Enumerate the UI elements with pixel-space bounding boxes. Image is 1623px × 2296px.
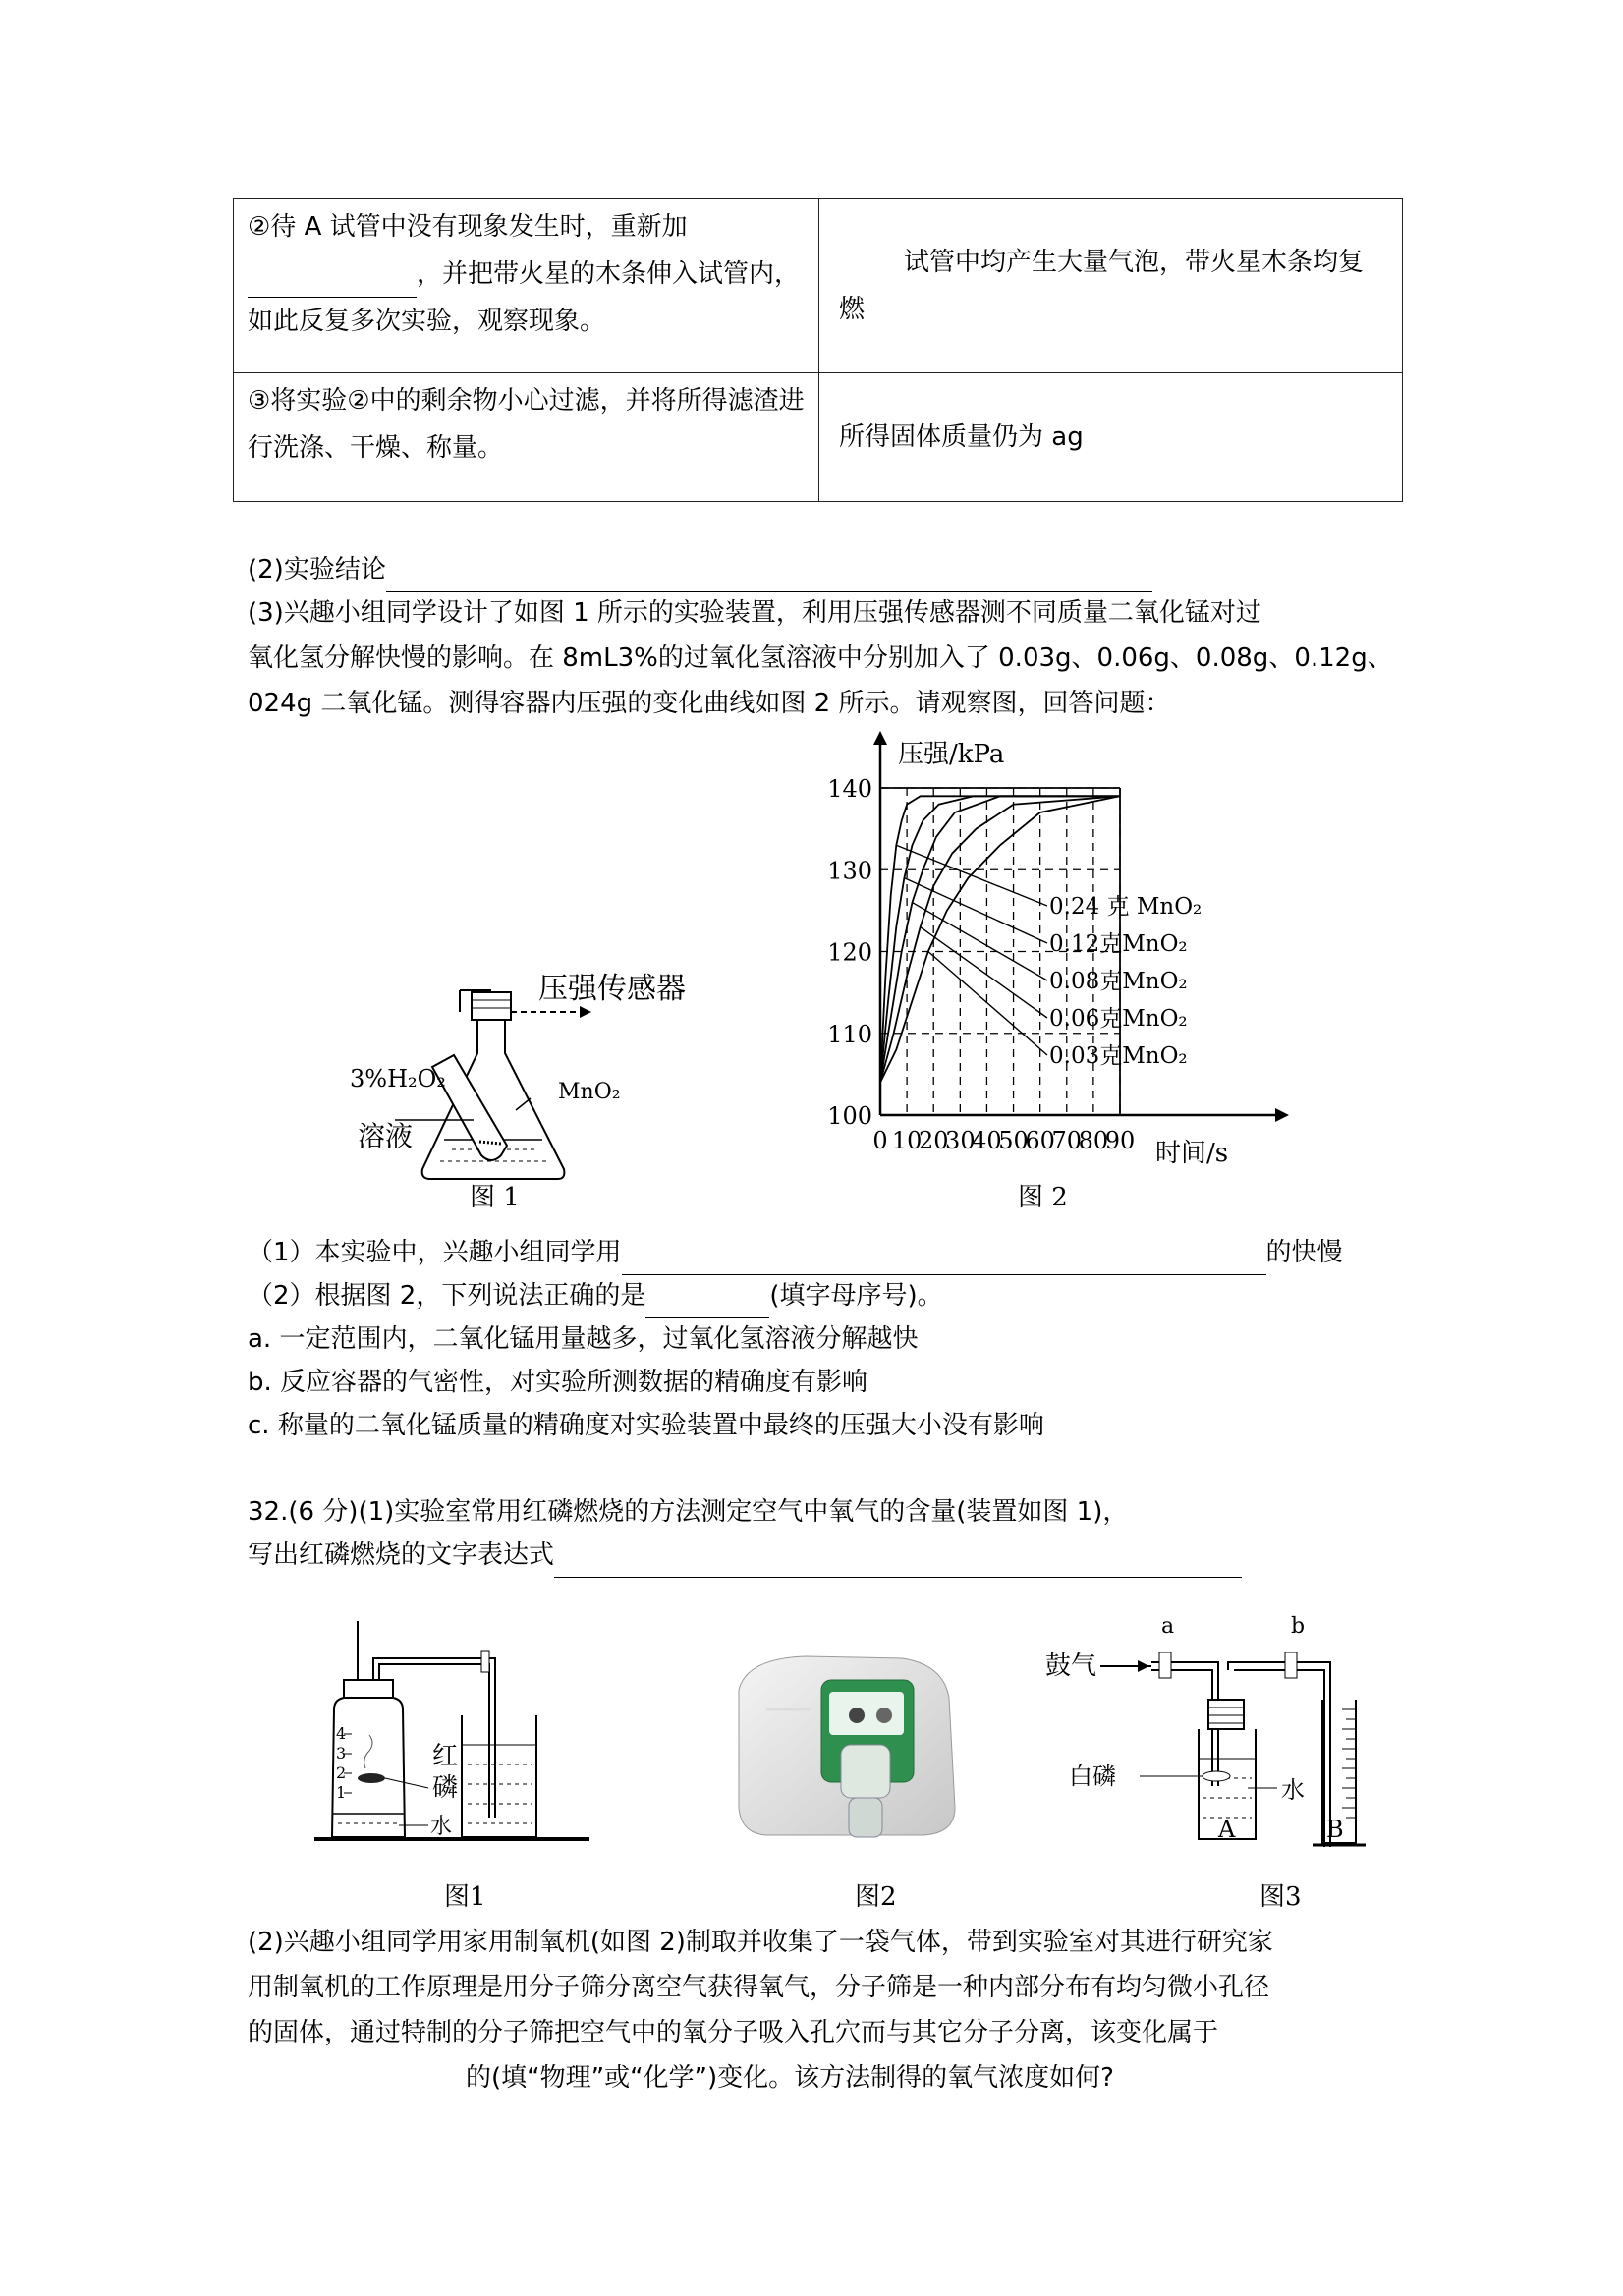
- y-axis-label: 压强/kPa: [898, 740, 1005, 769]
- option-c: c. 称量的二氧化锰质量的精确度对实验装置中最终的压强大小没有影响: [248, 1411, 1044, 1440]
- svg-text:红: 红: [432, 1742, 459, 1771]
- result-cell: 试管中均产生大量气泡，带火星木条均复燃: [819, 199, 1403, 373]
- red-phosphorus-apparatus: [314, 1621, 609, 1857]
- paragraph-line: 的固体，通过特制的分子筛把空气中的氧分子吸入孔穴而与其它分子分离，该变化属于: [248, 2018, 1219, 2047]
- sensor-label: 压强传感器: [538, 973, 686, 1006]
- svg-text:b: b: [1291, 1614, 1306, 1639]
- result-cell: 所得固体质量仍为 ag: [819, 373, 1403, 502]
- series-label: 0.24 克 MnO₂: [1049, 894, 1203, 920]
- answer-blank[interactable]: [248, 2070, 466, 2100]
- figure-caption: 图3: [1259, 1882, 1302, 1912]
- svg-text:磷: 磷: [432, 1773, 459, 1803]
- x-axis-arrow: [1275, 1108, 1289, 1122]
- experiment-table: [233, 198, 1403, 502]
- question-text: 32.(6 分)(1)实验室常用红磷燃烧的方法测定空气中氧气的含量(装置如图 1)，: [248, 1497, 1129, 1527]
- option-b: b. 反应容器的气密性，对实验所测数据的精确度有影响: [248, 1368, 868, 1397]
- series-label: 0.08克MnO₂: [1049, 969, 1188, 994]
- series-label: 0.12克MnO₂: [1049, 931, 1188, 957]
- question-text: （1）本实验中，兴趣小组同学用 的快慢: [248, 1230, 1343, 1275]
- y-tick-label: 140: [827, 775, 872, 803]
- svg-text:a: a: [1161, 1614, 1175, 1639]
- answer-blank[interactable]: [554, 1547, 1242, 1578]
- paragraph-line: 用制氧机的工作原理是用分子筛分离空气获得氧气，分子筛是一种内部分布有均匀微小孔径: [248, 1973, 1270, 2002]
- question-text: （2）根据图 2，下列说法正确的是 (填字母序号)。: [248, 1273, 943, 1318]
- figure-caption: 图1: [444, 1882, 486, 1912]
- svg-text:2: 2: [336, 1764, 347, 1782]
- answer-blank[interactable]: [386, 562, 1152, 592]
- svg-text:水: 水: [1281, 1776, 1305, 1804]
- x-tick-label: 60: [1025, 1127, 1055, 1154]
- y-tick-label: 110: [827, 1020, 872, 1048]
- mno2-label: MnO₂: [558, 1080, 621, 1104]
- x-axis-label: 时间/s: [1155, 1139, 1229, 1168]
- svg-text:3: 3: [336, 1744, 347, 1763]
- x-tick-label: 20: [918, 1127, 949, 1154]
- series-label: 0.06克MnO₂: [1049, 1006, 1188, 1032]
- answer-blank[interactable]: [645, 1288, 769, 1318]
- h2o2-label: 3%H₂O₂: [350, 1065, 446, 1092]
- svg-text:水: 水: [430, 1815, 453, 1839]
- series-leader: [928, 952, 1047, 1056]
- paragraph-line: (2)兴趣小组同学用家用制氧机(如图 2)制取并收集了一袋气体，带到实验室对其进行研究家: [248, 1928, 1273, 1957]
- svg-text:4: 4: [336, 1724, 347, 1743]
- question-text: 氧化氢分解快慢的影响。在 8mL3%的过氧化氢溶液中分别加入了 0.03g、0.06g、0.08g、0.12g、: [248, 644, 1393, 673]
- table-row: [234, 199, 1403, 373]
- figure-caption: 图 1: [470, 1183, 520, 1212]
- x-tick-label: 90: [1104, 1127, 1136, 1154]
- svg-text:鼓气: 鼓气: [1045, 1652, 1097, 1681]
- oxygen-concentrator-image: [727, 1651, 963, 1857]
- conclusion-line: (2)实验结论: [248, 547, 1152, 592]
- svg-text:白磷: 白磷: [1069, 1763, 1116, 1790]
- svg-text:1: 1: [336, 1783, 347, 1802]
- x-tick-label: 70: [1051, 1127, 1083, 1154]
- figure-caption: 图 2: [1018, 1183, 1068, 1212]
- flask-apparatus-figure: [334, 973, 707, 1228]
- paragraph-line: 的(填“物理”或“化学”)变化。该方法制得的氧气浓度如何?: [248, 2055, 1114, 2100]
- series-leader: [921, 927, 1047, 1018]
- step-cell: ③将实验②中的剩余物小心过滤，并将所得滤渣进行洗涤、干燥、称量。: [234, 373, 819, 502]
- step-cell: ②待 A 试管中没有现象发生时，重新加 ，并把带火星的木条伸入试管内，如此反复多次实验，观察现象。: [234, 199, 819, 373]
- question-text: 写出红磷燃烧的文字表达式: [248, 1533, 1242, 1578]
- x-tick-label: 40: [972, 1127, 1002, 1154]
- x-tick-label: 80: [1078, 1127, 1109, 1154]
- y-axis-arrow: [873, 731, 887, 745]
- answer-blank[interactable]: [248, 267, 417, 298]
- solution-label: 溶液: [358, 1120, 414, 1152]
- y-tick-label: 120: [827, 938, 872, 967]
- x-tick-label: 50: [998, 1127, 1029, 1154]
- x-tick-label: 0: [872, 1127, 888, 1154]
- figure-caption: 图2: [855, 1882, 897, 1912]
- y-tick-label: 130: [827, 857, 872, 885]
- question-text: (3)兴趣小组同学设计了如图 1 所示的实验装置，利用压强传感器测不同质量二氧化锰对过: [248, 598, 1261, 628]
- x-tick-label: 30: [945, 1127, 976, 1154]
- series-label: 0.03克MnO₂: [1049, 1043, 1188, 1069]
- question-text: 024g 二氧化锰。测得容器内压强的变化曲线如图 2 所示。请观察图，回答问题：: [248, 689, 1171, 718]
- y-tick-label: 100: [827, 1102, 872, 1130]
- option-a: a. 一定范围内，二氧化锰用量越多，过氧化氢溶液分解越快: [248, 1324, 919, 1354]
- pressure-chart: [825, 727, 1297, 1179]
- answer-blank[interactable]: [622, 1245, 1266, 1275]
- table-row: [234, 373, 1403, 502]
- x-tick-label: 10: [891, 1127, 923, 1154]
